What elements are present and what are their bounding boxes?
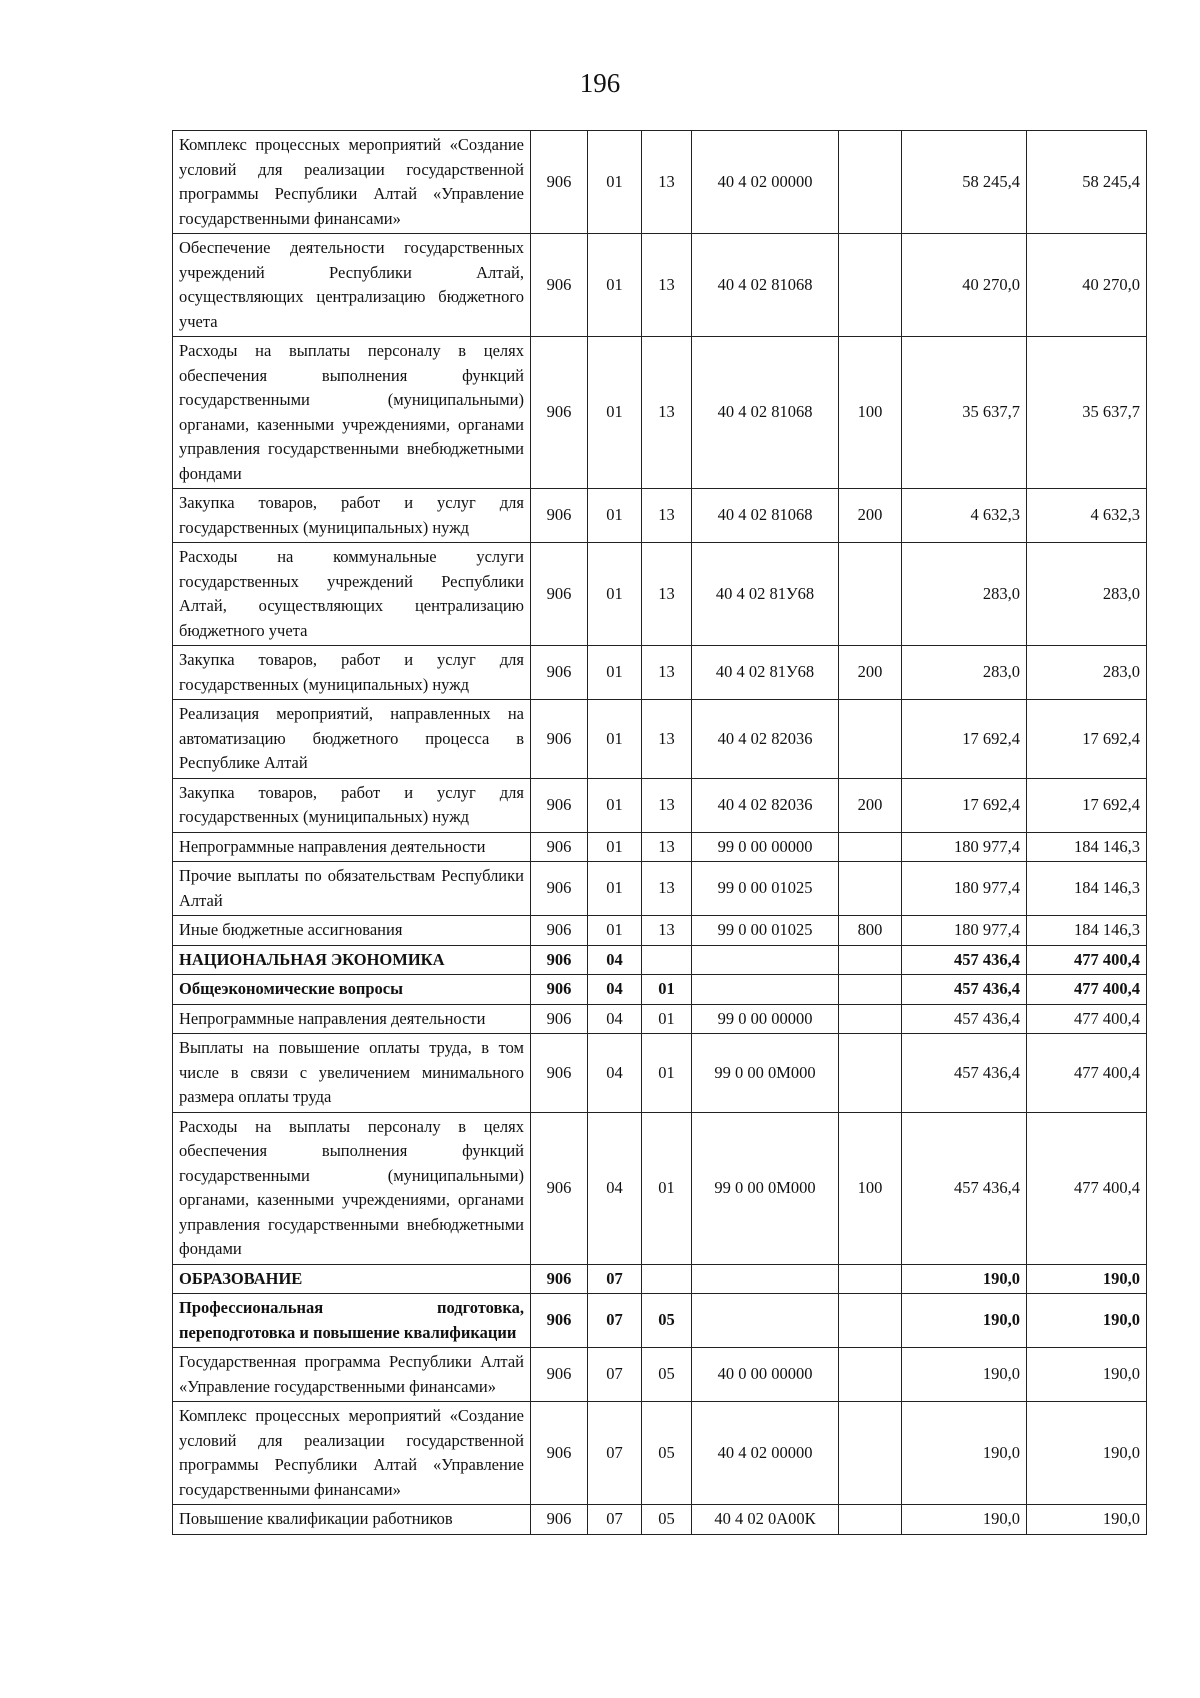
- section-code-cell: 04: [588, 1004, 642, 1034]
- expense-type-cell: [839, 543, 902, 646]
- table-body: [173, 131, 1147, 1535]
- table-row: [173, 234, 1147, 337]
- amount-year1-cell: 283,0: [902, 646, 1027, 700]
- row-name-cell: Общеэкономические вопросы: [173, 975, 531, 1005]
- expense-type-cell: [839, 1004, 902, 1034]
- amount-year1-cell: 40 270,0: [902, 234, 1027, 337]
- section-code-cell: 01: [588, 832, 642, 862]
- target-article-cell: 99 0 00 0М000: [692, 1112, 839, 1264]
- grbs-code-cell: 906: [531, 234, 588, 337]
- target-article-cell: 40 4 02 0А00К: [692, 1505, 839, 1535]
- row-name-cell: Повышение квалификации работников: [173, 1505, 531, 1535]
- amount-year2-cell: 4 632,3: [1027, 489, 1147, 543]
- expense-type-cell: [839, 131, 902, 234]
- amount-year2-cell: 35 637,7: [1027, 337, 1147, 489]
- section-code-cell: 07: [588, 1505, 642, 1535]
- row-name-cell: Комплекс процессных мероприятий «Создание условий для реализации государственной программы Республики Алтай «Управление государственными финансами»: [173, 1402, 531, 1505]
- grbs-code-cell: 906: [531, 975, 588, 1005]
- row-name-cell: Закупка товаров, работ и услуг для государственных (муниципальных) нужд: [173, 489, 531, 543]
- amount-year2-cell: 477 400,4: [1027, 1034, 1147, 1113]
- expense-type-cell: [839, 1402, 902, 1505]
- expense-type-cell: 100: [839, 337, 902, 489]
- row-name-cell: Профессиональная подготовка, переподготовка и повышение квалификации: [173, 1294, 531, 1348]
- target-article-cell: 40 4 02 81У68: [692, 646, 839, 700]
- expense-type-cell: [839, 1294, 902, 1348]
- table-row: [173, 832, 1147, 862]
- amount-year2-cell: 40 270,0: [1027, 234, 1147, 337]
- subsection-code-cell: 13: [642, 700, 692, 779]
- target-article-cell: 40 4 02 81068: [692, 489, 839, 543]
- subsection-code-cell: [642, 945, 692, 975]
- table-row: [173, 1294, 1147, 1348]
- target-article-cell: 40 4 02 81У68: [692, 543, 839, 646]
- expense-type-cell: [839, 1505, 902, 1535]
- row-name-cell: Государственная программа Республики Алтай «Управление государственными финансами»: [173, 1348, 531, 1402]
- expense-type-cell: [839, 1348, 902, 1402]
- table-row: [173, 1264, 1147, 1294]
- table-row: [173, 700, 1147, 779]
- row-name-cell: НАЦИОНАЛЬНАЯ ЭКОНОМИКА: [173, 945, 531, 975]
- grbs-code-cell: 906: [531, 489, 588, 543]
- amount-year1-cell: 190,0: [902, 1294, 1027, 1348]
- subsection-code-cell: 13: [642, 916, 692, 946]
- section-code-cell: 01: [588, 489, 642, 543]
- expense-type-cell: [839, 832, 902, 862]
- target-article-cell: 40 0 00 00000: [692, 1348, 839, 1402]
- grbs-code-cell: 906: [531, 1264, 588, 1294]
- expense-type-cell: [839, 700, 902, 779]
- amount-year2-cell: 477 400,4: [1027, 1112, 1147, 1264]
- section-code-cell: 07: [588, 1402, 642, 1505]
- table-row: [173, 1402, 1147, 1505]
- target-article-cell: 99 0 00 00000: [692, 832, 839, 862]
- subsection-code-cell: 13: [642, 337, 692, 489]
- section-code-cell: 01: [588, 337, 642, 489]
- subsection-code-cell: 01: [642, 1112, 692, 1264]
- amount-year1-cell: 457 436,4: [902, 1112, 1027, 1264]
- table-row: [173, 1348, 1147, 1402]
- grbs-code-cell: 906: [531, 700, 588, 779]
- section-code-cell: 04: [588, 1112, 642, 1264]
- table-row: [173, 1034, 1147, 1113]
- amount-year2-cell: 477 400,4: [1027, 945, 1147, 975]
- amount-year2-cell: 17 692,4: [1027, 778, 1147, 832]
- amount-year1-cell: 457 436,4: [902, 975, 1027, 1005]
- row-name-cell: Непрограммные направления деятельности: [173, 832, 531, 862]
- subsection-code-cell: 01: [642, 975, 692, 1005]
- subsection-code-cell: 13: [642, 543, 692, 646]
- table-row: [173, 646, 1147, 700]
- grbs-code-cell: 906: [531, 832, 588, 862]
- section-code-cell: 01: [588, 234, 642, 337]
- subsection-code-cell: 05: [642, 1402, 692, 1505]
- target-article-cell: 99 0 00 00000: [692, 1004, 839, 1034]
- amount-year1-cell: 4 632,3: [902, 489, 1027, 543]
- page-number: 196: [579, 68, 621, 98]
- section-code-cell: 01: [588, 646, 642, 700]
- grbs-code-cell: 906: [531, 543, 588, 646]
- section-code-cell: 07: [588, 1264, 642, 1294]
- table-row: [173, 337, 1147, 489]
- subsection-code-cell: 13: [642, 862, 692, 916]
- table-row: [173, 778, 1147, 832]
- subsection-code-cell: 13: [642, 832, 692, 862]
- row-name-cell: Расходы на выплаты персоналу в целях обеспечения выполнения функций государственными (муниципальными) органами, казенными учреждениями, органами управления государственными внебюджетными фондами: [173, 337, 531, 489]
- grbs-code-cell: 906: [531, 1402, 588, 1505]
- target-article-cell: [692, 1264, 839, 1294]
- amount-year2-cell: 283,0: [1027, 646, 1147, 700]
- expense-type-cell: 200: [839, 778, 902, 832]
- amount-year1-cell: 457 436,4: [902, 1004, 1027, 1034]
- subsection-code-cell: 13: [642, 234, 692, 337]
- target-article-cell: 99 0 00 01025: [692, 862, 839, 916]
- subsection-code-cell: 13: [642, 131, 692, 234]
- amount-year1-cell: 457 436,4: [902, 1034, 1027, 1113]
- subsection-code-cell: 01: [642, 1004, 692, 1034]
- subsection-code-cell: 13: [642, 489, 692, 543]
- amount-year1-cell: 190,0: [902, 1348, 1027, 1402]
- amount-year1-cell: 190,0: [902, 1505, 1027, 1535]
- amount-year1-cell: 35 637,7: [902, 337, 1027, 489]
- subsection-code-cell: 13: [642, 646, 692, 700]
- target-article-cell: 99 0 00 0М000: [692, 1034, 839, 1113]
- amount-year1-cell: 17 692,4: [902, 778, 1027, 832]
- expense-type-cell: 800: [839, 916, 902, 946]
- amount-year1-cell: 180 977,4: [902, 832, 1027, 862]
- row-name-cell: Обеспечение деятельности государственных учреждений Республики Алтай, осуществляющих централизацию бюджетного учета: [173, 234, 531, 337]
- table-row: [173, 945, 1147, 975]
- table-row: [173, 862, 1147, 916]
- expense-type-cell: [839, 862, 902, 916]
- target-article-cell: 40 4 02 81068: [692, 234, 839, 337]
- table-row: [173, 1505, 1147, 1535]
- amount-year2-cell: 190,0: [1027, 1264, 1147, 1294]
- row-name-cell: Закупка товаров, работ и услуг для государственных (муниципальных) нужд: [173, 646, 531, 700]
- row-name-cell: Закупка товаров, работ и услуг для государственных (муниципальных) нужд: [173, 778, 531, 832]
- amount-year1-cell: 180 977,4: [902, 862, 1027, 916]
- amount-year2-cell: 190,0: [1027, 1294, 1147, 1348]
- expense-type-cell: [839, 975, 902, 1005]
- amount-year2-cell: 184 146,3: [1027, 862, 1147, 916]
- amount-year1-cell: 190,0: [902, 1402, 1027, 1505]
- grbs-code-cell: 906: [531, 945, 588, 975]
- grbs-code-cell: 906: [531, 916, 588, 946]
- section-code-cell: 07: [588, 1348, 642, 1402]
- expense-type-cell: 100: [839, 1112, 902, 1264]
- target-article-cell: [692, 945, 839, 975]
- table-row: [173, 1004, 1147, 1034]
- amount-year1-cell: 180 977,4: [902, 916, 1027, 946]
- amount-year2-cell: 184 146,3: [1027, 916, 1147, 946]
- grbs-code-cell: 906: [531, 1294, 588, 1348]
- expense-type-cell: [839, 945, 902, 975]
- amount-year2-cell: 477 400,4: [1027, 975, 1147, 1005]
- subsection-code-cell: 13: [642, 778, 692, 832]
- amount-year2-cell: 190,0: [1027, 1402, 1147, 1505]
- row-name-cell: Расходы на выплаты персоналу в целях обеспечения выполнения функций государственными (муниципальными) органами, казенными учреждениями, органами управления государственными внебюджетными фондами: [173, 1112, 531, 1264]
- grbs-code-cell: 906: [531, 778, 588, 832]
- table-row: [173, 131, 1147, 234]
- section-code-cell: 07: [588, 1294, 642, 1348]
- expense-type-cell: [839, 1034, 902, 1113]
- amount-year1-cell: 58 245,4: [902, 131, 1027, 234]
- table-row: [173, 916, 1147, 946]
- section-code-cell: 01: [588, 131, 642, 234]
- amount-year2-cell: 477 400,4: [1027, 1004, 1147, 1034]
- subsection-code-cell: 05: [642, 1294, 692, 1348]
- target-article-cell: 40 4 02 81068: [692, 337, 839, 489]
- amount-year2-cell: 58 245,4: [1027, 131, 1147, 234]
- section-code-cell: 01: [588, 778, 642, 832]
- subsection-code-cell: 05: [642, 1505, 692, 1535]
- row-name-cell: Прочие выплаты по обязательствам Республики Алтай: [173, 862, 531, 916]
- amount-year2-cell: 17 692,4: [1027, 700, 1147, 779]
- amount-year1-cell: 17 692,4: [902, 700, 1027, 779]
- grbs-code-cell: 906: [531, 1004, 588, 1034]
- amount-year2-cell: 184 146,3: [1027, 832, 1147, 862]
- row-name-cell: Выплаты на повышение оплаты труда, в том числе в связи с увеличением минимального размера оплаты труда: [173, 1034, 531, 1113]
- amount-year1-cell: 190,0: [902, 1264, 1027, 1294]
- grbs-code-cell: 906: [531, 1112, 588, 1264]
- expense-type-cell: [839, 234, 902, 337]
- target-article-cell: [692, 1294, 839, 1348]
- section-code-cell: 04: [588, 945, 642, 975]
- section-code-cell: 01: [588, 916, 642, 946]
- table-row: [173, 975, 1147, 1005]
- grbs-code-cell: 906: [531, 1034, 588, 1113]
- target-article-cell: 40 4 02 00000: [692, 1402, 839, 1505]
- table-row: [173, 543, 1147, 646]
- section-code-cell: 01: [588, 700, 642, 779]
- table-row: [173, 1112, 1147, 1264]
- grbs-code-cell: 906: [531, 646, 588, 700]
- expense-type-cell: 200: [839, 489, 902, 543]
- expense-type-cell: [839, 1264, 902, 1294]
- target-article-cell: 99 0 00 01025: [692, 916, 839, 946]
- subsection-code-cell: 01: [642, 1034, 692, 1113]
- row-name-cell: Реализация мероприятий, направленных на автоматизацию бюджетного процесса в Республике Алтай: [173, 700, 531, 779]
- target-article-cell: 40 4 02 82036: [692, 700, 839, 779]
- target-article-cell: 40 4 02 00000: [692, 131, 839, 234]
- row-name-cell: Иные бюджетные ассигнования: [173, 916, 531, 946]
- amount-year2-cell: 190,0: [1027, 1505, 1147, 1535]
- section-code-cell: 04: [588, 1034, 642, 1113]
- amount-year1-cell: 457 436,4: [902, 945, 1027, 975]
- row-name-cell: Расходы на коммунальные услуги государственных учреждений Республики Алтай, осуществляющих централизацию бюджетного учета: [173, 543, 531, 646]
- subsection-code-cell: 05: [642, 1348, 692, 1402]
- grbs-code-cell: 906: [531, 337, 588, 489]
- row-name-cell: Непрограммные направления деятельности: [173, 1004, 531, 1034]
- amount-year2-cell: 283,0: [1027, 543, 1147, 646]
- budget-table: [172, 130, 1147, 1535]
- grbs-code-cell: 906: [531, 862, 588, 916]
- row-name-cell: ОБРАЗОВАНИЕ: [173, 1264, 531, 1294]
- target-article-cell: 40 4 02 82036: [692, 778, 839, 832]
- section-code-cell: 04: [588, 975, 642, 1005]
- section-code-cell: 01: [588, 543, 642, 646]
- row-name-cell: Комплекс процессных мероприятий «Создание условий для реализации государственной программы Республики Алтай «Управление государственными финансами»: [173, 131, 531, 234]
- target-article-cell: [692, 975, 839, 1005]
- amount-year1-cell: 283,0: [902, 543, 1027, 646]
- amount-year2-cell: 190,0: [1027, 1348, 1147, 1402]
- expense-type-cell: 200: [839, 646, 902, 700]
- grbs-code-cell: 906: [531, 131, 588, 234]
- section-code-cell: 01: [588, 862, 642, 916]
- grbs-code-cell: 906: [531, 1348, 588, 1402]
- grbs-code-cell: 906: [531, 1505, 588, 1535]
- table-row: [173, 489, 1147, 543]
- subsection-code-cell: [642, 1264, 692, 1294]
